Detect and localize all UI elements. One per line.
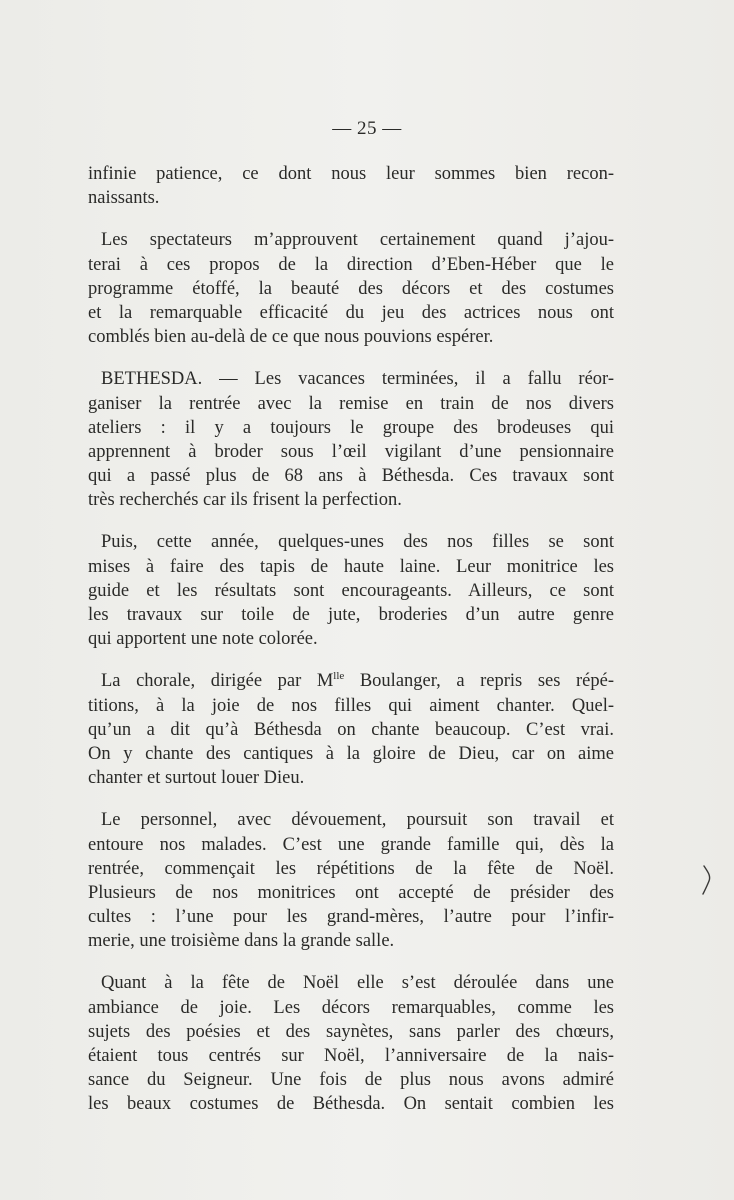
text-line: infinie patience, ce dont nous leur sommes bien recon- [88,164,614,184]
text-line: terai à ces propos de la direction d’Eben-Héber que le [88,254,614,275]
text-line: guide et les résultats sont encourageants. Ailleurs, ce sont [88,580,614,601]
paragraph [88,971,614,1116]
text-line: mises à faire des tapis de haute laine. Leur monitrice les [88,556,614,577]
text-line: BETHESDA. — Les vacances terminées, il a fallu réor- [101,369,614,390]
text-line: entoure nos malades. C’est une grande famille qui, dès la [88,834,614,855]
paragraph [88,530,614,651]
paragraph [88,808,614,953]
text-line: Le personnel, avec dévouement, poursuit son travail et [101,810,614,831]
text-line: Puis, cette année, quelques-unes des nos filles se sont [101,532,614,553]
text-line: qui a passé plus de 68 ans à Béthesda. Ces travaux sont [88,466,614,487]
text-line: et la remarquable efficacité du jeu des actrices nous ont [88,302,614,323]
text-line: étaient tous centrés sur Noël, l’anniversaire de la nais- [88,1046,614,1066]
paragraph [88,162,614,210]
page-number: — 25 — [332,118,402,139]
text-line: merie, une troisième dans la grande salle. [88,931,395,952]
paragraph [88,228,614,349]
text-line: Plusieurs de nos monitrices ont accepté de présider des [88,882,614,903]
text-line: On y chante des cantiques à la gloire de Dieu, car on aime [88,743,614,764]
text-line: programme étoffé, la beauté des décors et des costumes [88,278,614,299]
superscript: lle [333,670,345,683]
text-line: titions, à la joie de nos filles qui aiment chanter. Quel- [88,695,614,716]
text-line: les beaux costumes de Béthesda. On sentait combien les [88,1094,614,1115]
text-line [88,669,614,693]
text-line: cultes : l’une pour les grand-mères, l’autre pour l’infir- [88,907,614,928]
text-line: sance du Seigneur. Une fois de plus nous avons admiré [88,1070,614,1091]
text-line: très recherchés car ils frisent la perfection. [88,490,402,511]
text-line: qui apportent une note colorée. [88,629,318,650]
text-line: comblés bien au-delà de ce que nous pouvions espérer. [88,327,494,348]
text-line: Quant à la fête de Noël elle s’est déroulée dans une [101,973,614,994]
text-line: ganiser la rentrée avec la remise en train de nos divers [88,393,614,414]
paragraph [88,367,614,512]
text-line: rentrée, commençait les répétitions de la fête de Noël. [88,858,614,879]
text-line: ateliers : il y a toujours le groupe des brodeuses qui [88,417,614,438]
text-fragment: Boulanger, a repris ses répé- [344,671,614,692]
margin-mark-icon [700,864,714,896]
body-text [88,162,614,1135]
paragraph [88,669,614,790]
text-line: ambiance de joie. Les décors remarquables, comme les [88,997,614,1018]
text-line: qu’un a dit qu’à Béthesda on chante beaucoup. C’est vrai. [88,719,614,740]
text-line: naissants. [88,188,160,209]
text-line: Les spectateurs m’approuvent certainement quand j’ajou- [101,230,614,251]
text-fragment: La chorale, dirigée par M [101,671,334,692]
text-line: chanter et surtout louer Dieu. [88,768,305,789]
text-line: les travaux sur toile de jute, broderies d’un autre genre [88,605,614,625]
text-line: apprennent à broder sous l’œil vigilant d’une pensionnaire [88,441,614,462]
text-line: sujets des poésies et des saynètes, sans parler des chœurs, [88,1021,614,1042]
